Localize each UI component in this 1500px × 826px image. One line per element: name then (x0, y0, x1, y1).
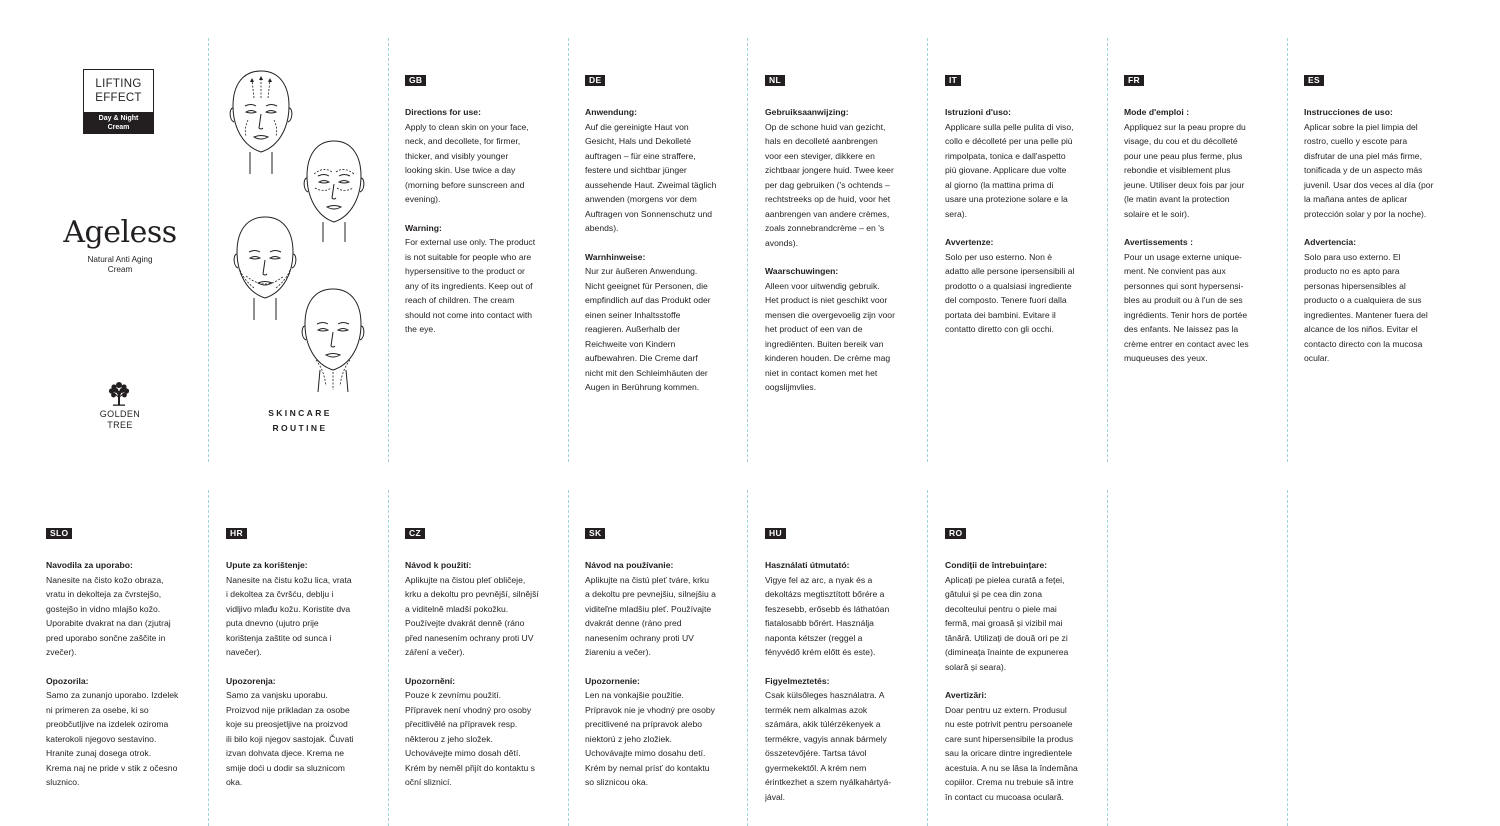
warning-text-line: should not come into contact with (405, 309, 533, 320)
warning-text-line: personnes qui sont hypersensi- (1124, 280, 1244, 291)
directions-text-line: a viditelně mladší pokožku. (405, 603, 509, 614)
warning-text-line: reagieren. Außerhalb der (585, 324, 681, 334)
warning-text-line: kinderen houden. De crème mag (765, 353, 891, 363)
directions-text-line: collo e décolleté per una pelle più (945, 136, 1073, 146)
warning-text-line: mensen die overgevoelig zijn voor (765, 309, 895, 320)
directions-text-line: Používejte dvakrát denně (ráno (405, 618, 525, 628)
warning-text-line: des enfants. Ne laissez pas la (1124, 324, 1239, 334)
warning-text-line: producto o a cualquiera de sus (1304, 295, 1422, 305)
warning-text-line: del composto. Tenere fuori dalla (945, 295, 1067, 305)
warning-text-line: ingrédients. Tenir hors de portée (1124, 309, 1248, 320)
directions-text-line: jeune. Utiliser deux fois par jour (1124, 179, 1245, 190)
routine-line-2: ROUTINE (272, 423, 328, 433)
warning-text-line: Nur zur äußeren Anwendung. (585, 266, 698, 276)
warning-text-line: ingredientes. Mantener fuera del (1304, 309, 1428, 320)
column-divider (1107, 38, 1108, 462)
directions-text-line: decolteului pentru o piele mai (945, 603, 1057, 614)
warning-text-line: empfindlich auf das Produkt oder (585, 295, 711, 305)
directions-text-line: Uporabite dvakrat na dan (zjutraj (46, 618, 171, 628)
language-panel-cz (405, 523, 555, 790)
warning-text-line: preobčutljive na izdelek oziroma (46, 719, 169, 729)
directions-text-line: Auf die gereinigte Haut von (585, 121, 689, 132)
directions-text-line: fiatalosabb bőrért. Használja (765, 618, 874, 628)
warning-text-line: nu este potrivit pentru persoanele (945, 719, 1073, 729)
directions-text-line: avonds). (765, 237, 798, 248)
directions-text-line: viditeľne mladšiu pleť. Používajte (585, 603, 712, 614)
warning-text-line: bles au produit ou à l'un de ses (1124, 295, 1243, 305)
warning-text-line: izvan dohvata djece. Krema ne (226, 748, 344, 758)
warning-text-line: prodotto o a qualsiasi ingrediente (945, 280, 1072, 291)
warning-text-line: For external use only. The product (405, 237, 536, 247)
warning-text-line: alcance de los niños. Evitar el (1304, 324, 1418, 334)
column-divider (747, 490, 748, 826)
directions-text-line: Op de schone huid van gezicht, (765, 121, 886, 132)
directions-text-line: Nanesite na čisto kožo obraza, (46, 574, 164, 585)
lifting-effect-logo (83, 69, 154, 134)
language-panel-sk (585, 523, 735, 790)
language-code-badge: IT (945, 75, 961, 86)
warning-text-line: Proizvod nije prikladan za osobe (226, 704, 350, 715)
directions-text-line: Applicare sulla pelle pulita di viso, (945, 121, 1074, 132)
directions-text-line: più giovane. Applicare due volte (945, 165, 1067, 175)
warning-text-line: Hranite zunaj dosega otrok. (46, 748, 152, 758)
warning-text-line: érintkezhet a szem nyálkahártyá- (765, 777, 892, 787)
warning-text-line: is not suitable for people who are (405, 251, 532, 262)
warning-text-line: în contact cu mucoasa oculară. (945, 791, 1064, 802)
directions-text-line: thicker, and visibly younger (405, 150, 509, 161)
logo-line-1: LIFTING (95, 78, 142, 90)
language-panel-gb (405, 70, 555, 337)
warning-text-line: sau la oricare dintre ingredientele (945, 748, 1073, 758)
directions-text-line: Auftragen von Sonnenschutz und (585, 208, 713, 219)
directions-text-line: Aplikujte na čistou pleť obličeje, (405, 574, 526, 585)
warning-text-line: termékre, vagyis annak bármely (765, 733, 887, 744)
directions-heading: Anwendung: (585, 107, 638, 117)
warning-text-line: ingrediënten. Buiten bereik van (765, 338, 884, 349)
language-panel-es (1304, 70, 1454, 366)
warning-heading: Opozorila: (46, 675, 89, 686)
directions-text-line: dvakrát denne (ráno pred (585, 618, 682, 628)
language-panel-fr (1124, 70, 1274, 366)
directions-text-line: pour une peau plus ferme, plus (1124, 150, 1243, 161)
column-divider (568, 490, 569, 826)
maker-line-2: TREE (107, 420, 133, 430)
column-divider (388, 38, 389, 462)
warning-text-line: katerokoli njegovo sestavino. (46, 733, 157, 744)
directions-text-line: solară și seara). (945, 661, 1007, 672)
warning-text-line: contacto directo con la mucosa (1304, 338, 1423, 349)
warning-text-line: muqueuses des yeux. (1124, 353, 1208, 363)
face-forehead-lift-icon (228, 68, 294, 176)
directions-text-line: auftragen – für eine straffere, (585, 150, 696, 161)
brand-subtitle (60, 255, 180, 275)
warning-text-line: so sliznicou oka. (585, 777, 649, 787)
language-panel-de (585, 70, 735, 395)
language-code-badge: NL (765, 75, 785, 86)
warning-text-line: koje su preosjetljive na proizvod (226, 719, 348, 729)
warning-heading: Waarschuwingen: (765, 266, 839, 276)
directions-heading: Istruzioni d'uso: (945, 107, 1012, 117)
language-panel-ro (945, 523, 1095, 804)
warning-heading: Upozornění: (405, 675, 456, 686)
warning-text-line: oční sliznicí. (405, 777, 452, 787)
column-divider (927, 490, 928, 826)
warning-text-line: smije doći u dodir sa sluznicom (226, 762, 345, 773)
warning-text-line: Samo za zunanjo uporabo. Izdelek (46, 690, 179, 700)
directions-text-line: tonificada y de un aspecto más (1304, 165, 1423, 175)
directions-text-line: (morning before sunscreen and (405, 179, 525, 190)
directions-text-line: looking skin. Use twice a day (405, 165, 516, 175)
language-panel-slo (46, 523, 196, 790)
face-neck-icon (300, 286, 366, 394)
warning-text-line: gyermekektől. A krém nem (765, 762, 867, 773)
directions-text-line: dekoltázs megtisztított bőrére a (765, 589, 885, 599)
directions-text-line: disfrutar de una piel más firme, (1304, 150, 1422, 161)
directions-text-line: zvečer). (46, 647, 77, 657)
warning-text-line: reach of children. The cream (405, 295, 515, 305)
directions-text-line: naponta kétszer (reggel a (765, 632, 863, 643)
warning-text-line: Krém by neměl přijít do kontaktu s (405, 762, 535, 773)
language-code-badge: HU (765, 528, 786, 539)
warning-text-line: oogslijmvlies. (765, 382, 817, 392)
directions-text-line: Appliquez sur la peau propre du (1124, 121, 1246, 132)
directions-text-line: vidljivo mlađu kožu. Koristite dva (226, 603, 351, 614)
directions-heading: Instrucciones de uso: (1304, 107, 1393, 117)
directions-text-line: (dimineața înainte de expunerea (945, 647, 1069, 657)
directions-text-line: protección solar y por la noche). (1304, 208, 1427, 219)
golden-tree-wordmark (70, 409, 170, 431)
warning-heading: Warning: (405, 222, 442, 233)
warning-text-line: ni primeren za osebe, ki so (46, 704, 149, 715)
warning-text-line: copiilor. Crema nu trebuie să intre (945, 777, 1074, 787)
warning-text-line: crème entrer en contact avec les (1124, 338, 1249, 349)
language-panel-it (945, 70, 1095, 337)
column-divider (927, 38, 928, 462)
directions-heading: Mode d'emploi : (1124, 107, 1190, 117)
directions-text-line: abends). (585, 223, 619, 233)
directions-text-line: fényvédő krém előtt és este). (765, 647, 876, 657)
warning-heading: Figyelmeztetés: (765, 675, 830, 686)
warning-heading: Advertencia: (1304, 237, 1357, 247)
directions-text-line: záření a večer). (405, 647, 465, 657)
directions-text-line: la mañana antes de aplicar (1304, 194, 1408, 204)
directions-text-line: puta dnevno (ujutro prije (226, 618, 319, 628)
warning-text-line: Samo za vanjsku uporabu. (226, 690, 328, 700)
language-code-badge: GB (405, 75, 426, 86)
directions-heading: Gebruiksaanwijzing: (765, 107, 849, 117)
directions-text-line: neck, and decollete, for firmer, (405, 136, 521, 146)
directions-text-line: navečer). (226, 647, 262, 657)
directions-text-line: juvenil. Usar dos veces al día (por (1304, 179, 1434, 190)
warning-text-line: adatto alle persone ipersensibili al (945, 266, 1075, 276)
warning-text-line: nicht mit den Schleimhäuten der (585, 367, 708, 378)
warning-text-line: jával. (765, 791, 786, 802)
warning-text-line: oka. (226, 777, 243, 787)
directions-text-line: Vigye fel az arc, a nyak és a (765, 574, 873, 585)
brand-subtitle-line-2: Cream (107, 265, 133, 274)
directions-text-line: per dag gebruiken ('s ochtends – (765, 179, 890, 190)
column-divider (1107, 490, 1108, 826)
directions-text-line: gâtului și pe cea din zona (945, 589, 1042, 599)
warning-text-line: any of its ingredients. Keep out of (405, 280, 533, 291)
skincare-routine-caption (240, 406, 360, 436)
column-divider (1287, 490, 1288, 826)
column-divider (568, 38, 569, 462)
face-jawline-icon (232, 214, 298, 322)
logo-sub-1: Day & Night (98, 115, 139, 122)
language-code-badge: ES (1304, 75, 1324, 86)
directions-text-line: i dekoltea za čvršću, deblju i (226, 589, 334, 599)
tree-icon (107, 381, 131, 407)
directions-text-line: (le matin avant la protection (1124, 194, 1230, 204)
language-code-badge: SLO (46, 528, 72, 539)
warning-text-line: Solo para uso externo. El (1304, 251, 1401, 262)
warning-text-line: Krema naj ne pride v stik z očesno (46, 762, 178, 773)
warning-text-line: Het product is niet geschikt voor (765, 295, 888, 305)
directions-heading: Használati útmutató: (765, 560, 850, 570)
warning-text-line: the eye. (405, 324, 436, 334)
warning-text-line: Doar pentru uz extern. Produsul (945, 704, 1067, 715)
warning-text-line: Pouze k zevnímu použití. (405, 690, 502, 700)
language-code-badge: FR (1124, 75, 1144, 86)
directions-text-line: sera). (945, 208, 967, 219)
language-code-badge: SK (585, 528, 605, 539)
directions-text-line: Aplicar sobre la piel limpia del (1304, 121, 1418, 132)
warning-text-line: producto no es apto para (1304, 266, 1400, 276)
directions-text-line: tânără. Utilizați de două ori pe zi (945, 632, 1068, 643)
warning-heading: Upozorenja: (226, 675, 276, 686)
warning-text-line: Solo per uso esterno. Non è (945, 251, 1053, 262)
language-code-badge: HR (226, 528, 247, 539)
directions-text-line: Gesicht, Hals und Dekolleté (585, 136, 692, 146)
directions-heading: Upute za korištenje: (226, 560, 308, 570)
directions-text-line: al giorno (la mattina prima di (945, 179, 1054, 190)
directions-text-line: rimpolpata, tonica e dall'aspetto (945, 150, 1066, 161)
logo-sub-2: Cream (107, 124, 130, 131)
warning-text-line: přecitlivělé na přípravek resp. (405, 719, 518, 729)
warning-text-line: ili bilo koji njegov sastojak. Čuvati (226, 733, 354, 744)
directions-text-line: anwenden (morgens vor dem (585, 194, 697, 204)
warning-text-line: personas hipersensibles al (1304, 280, 1406, 291)
warning-heading: Upozornenie: (585, 675, 640, 686)
warning-text-line: számára, akik túlérzékenyek a (765, 719, 881, 729)
directions-text-line: aussehende Haut. Zweimal täglich (585, 179, 717, 190)
directions-text-line: a dekoltu pre pevnejšiu, silnejšiu a (585, 589, 716, 599)
directions-text-line: fermă, mai groasă și vizibil mai (945, 618, 1063, 628)
warning-heading: Warnhinweise: (585, 251, 646, 262)
language-panel-nl (765, 70, 915, 395)
directions-text-line: gostejšo in vidno mlajšo kožo. (46, 603, 161, 614)
directions-text-line: rechtstreeks op de huid, voor het (765, 194, 891, 204)
warning-text-line: precitlivené na prípravok alebo (585, 719, 703, 729)
directions-text-line: rostro, cuello y escote para (1304, 136, 1408, 146)
brand-subtitle-line-1: Natural Anti Aging (87, 255, 153, 264)
warning-text-line: portata dei bambini. Evitare il (945, 309, 1056, 320)
column-divider (208, 490, 209, 826)
directions-text-line: Nanesite na čistu kožu lica, vrata (226, 574, 352, 585)
maker-line-1: GOLDEN (99, 409, 141, 419)
directions-text-line: žiareniu a večer). (585, 647, 651, 657)
directions-text-line: aanbrengen van andere crèmes, (765, 208, 890, 219)
column-divider (388, 490, 389, 826)
warning-text-line: Prípravok nie je vhodný pre osoby (585, 704, 715, 715)
language-panel-hu (765, 523, 915, 804)
warning-text-line: einen seiner Inhaltsstoffe (585, 309, 681, 320)
warning-text-line: Uchovávejte mimo dosah dětí. (405, 748, 521, 758)
warning-text-line: Pour un usage externe unique- (1124, 251, 1243, 262)
warning-text-line: sluznico. (46, 777, 80, 787)
language-code-badge: CZ (405, 528, 425, 539)
warning-text-line: care sunt hipersensibile la produs (945, 733, 1074, 744)
warning-text-line: Přípravek není vhodný pro osoby (405, 704, 532, 715)
warning-text-line: Uchovávajte mimo dosahu detí. (585, 748, 706, 758)
brand-name: Ageless (63, 215, 177, 250)
directions-text-line: usare una protezione solare e la (945, 194, 1068, 204)
warning-text-line: Csak külsőleges használatra. A (765, 690, 885, 700)
directions-heading: Návod na používanie: (585, 560, 674, 570)
directions-text-line: Aplikujte na čistú pleť tváre, krku (585, 574, 710, 585)
warning-text-line: Krém by nemal prísť do kontaktu (585, 762, 710, 773)
directions-heading: Condiții de întrebuințare: (945, 560, 1048, 570)
directions-heading: Návod k použití: (405, 560, 472, 570)
warning-text-line: ocular. (1304, 353, 1330, 363)
logo-line-2: EFFECT (95, 92, 142, 104)
warning-text-line: některou z jeho složek. (405, 733, 493, 744)
warning-text-line: Augen in Berührung kommen. (585, 382, 700, 392)
language-panel-hr (226, 523, 376, 790)
directions-text-line: feszesebb, erősebb és láthatóan (765, 603, 890, 614)
directions-heading: Directions for use: (405, 107, 481, 117)
warning-heading: Avertizări: (945, 690, 987, 700)
directions-text-line: korištenja zaštite od sunca i (226, 632, 332, 643)
directions-text-line: krku a dekoltu pro pevnější, silnější (405, 589, 539, 599)
directions-text-line: vratu in dekolteja za čvrstejšo, (46, 589, 162, 599)
column-divider (747, 38, 748, 462)
column-divider (1287, 38, 1288, 462)
language-code-badge: DE (585, 75, 605, 86)
directions-text-line: rebondie et visiblement plus (1124, 165, 1231, 175)
directions-text-line: visage, du cou et du décolleté (1124, 136, 1238, 146)
warning-text-line: termék nem alkalmas azok (765, 704, 868, 715)
directions-text-line: pred uporabo sončne zaščite in (46, 632, 166, 643)
directions-heading: Navodila za uporabo: (46, 560, 133, 570)
directions-text-line: voor een steviger, dikkere en (765, 150, 875, 161)
logo-band (84, 112, 153, 133)
warning-text-line: acestuia. A nu se lăsa la îndemâna (945, 762, 1078, 773)
directions-text-line: zoals zonnebrandcrème – en 's (765, 223, 885, 233)
directions-text-line: nanesením ochrany proti UV (585, 632, 694, 643)
directions-text-line: solaire et le soir). (1124, 208, 1190, 219)
warning-text-line: het product of een van de (765, 324, 863, 334)
directions-text-line: festere und sichtbar jünger (585, 165, 687, 175)
warning-heading: Avertissements : (1124, 237, 1193, 247)
language-code-badge: RO (945, 528, 966, 539)
directions-text-line: před nanesením ochrany proti UV (405, 632, 534, 643)
directions-text-line: Aplicați pe pielea curată a feței, (945, 574, 1065, 585)
face-eye-area-icon (302, 138, 366, 244)
directions-text-line: evening). (405, 194, 441, 204)
routine-line-1: SKINCARE (268, 408, 332, 418)
warning-text-line: ment. Ne convient pas aux (1124, 266, 1226, 276)
warning-text-line: niet in contact komen met het (765, 367, 878, 378)
warning-text-line: összetevőjére. Tartsa távol (765, 748, 867, 758)
directions-text-line: hals en decolleté aanbrengen (765, 136, 878, 146)
warning-text-line: niektorú z jeho zložiek. (585, 733, 672, 744)
directions-text-line: zichtbaar jongere huid. Twee keer (765, 165, 894, 175)
warning-text-line: hypersensitive to the product or (405, 266, 525, 276)
warning-heading: Avvertenze: (945, 237, 994, 247)
warning-text-line: Alleen voor uitwendig gebruik. (765, 280, 880, 291)
warning-text-line: aufbewahren. Die Creme darf (585, 353, 698, 363)
directions-text-line: Apply to clean skin on your face, (405, 121, 529, 132)
warning-text-line: Nicht geeignet für Personen, die (585, 280, 708, 291)
warning-text-line: Len na vonkajšie použitie. (585, 690, 684, 700)
warning-text-line: contatto diretto con gli occhi. (945, 324, 1054, 334)
warning-text-line: Reichweite von Kindern (585, 338, 676, 349)
